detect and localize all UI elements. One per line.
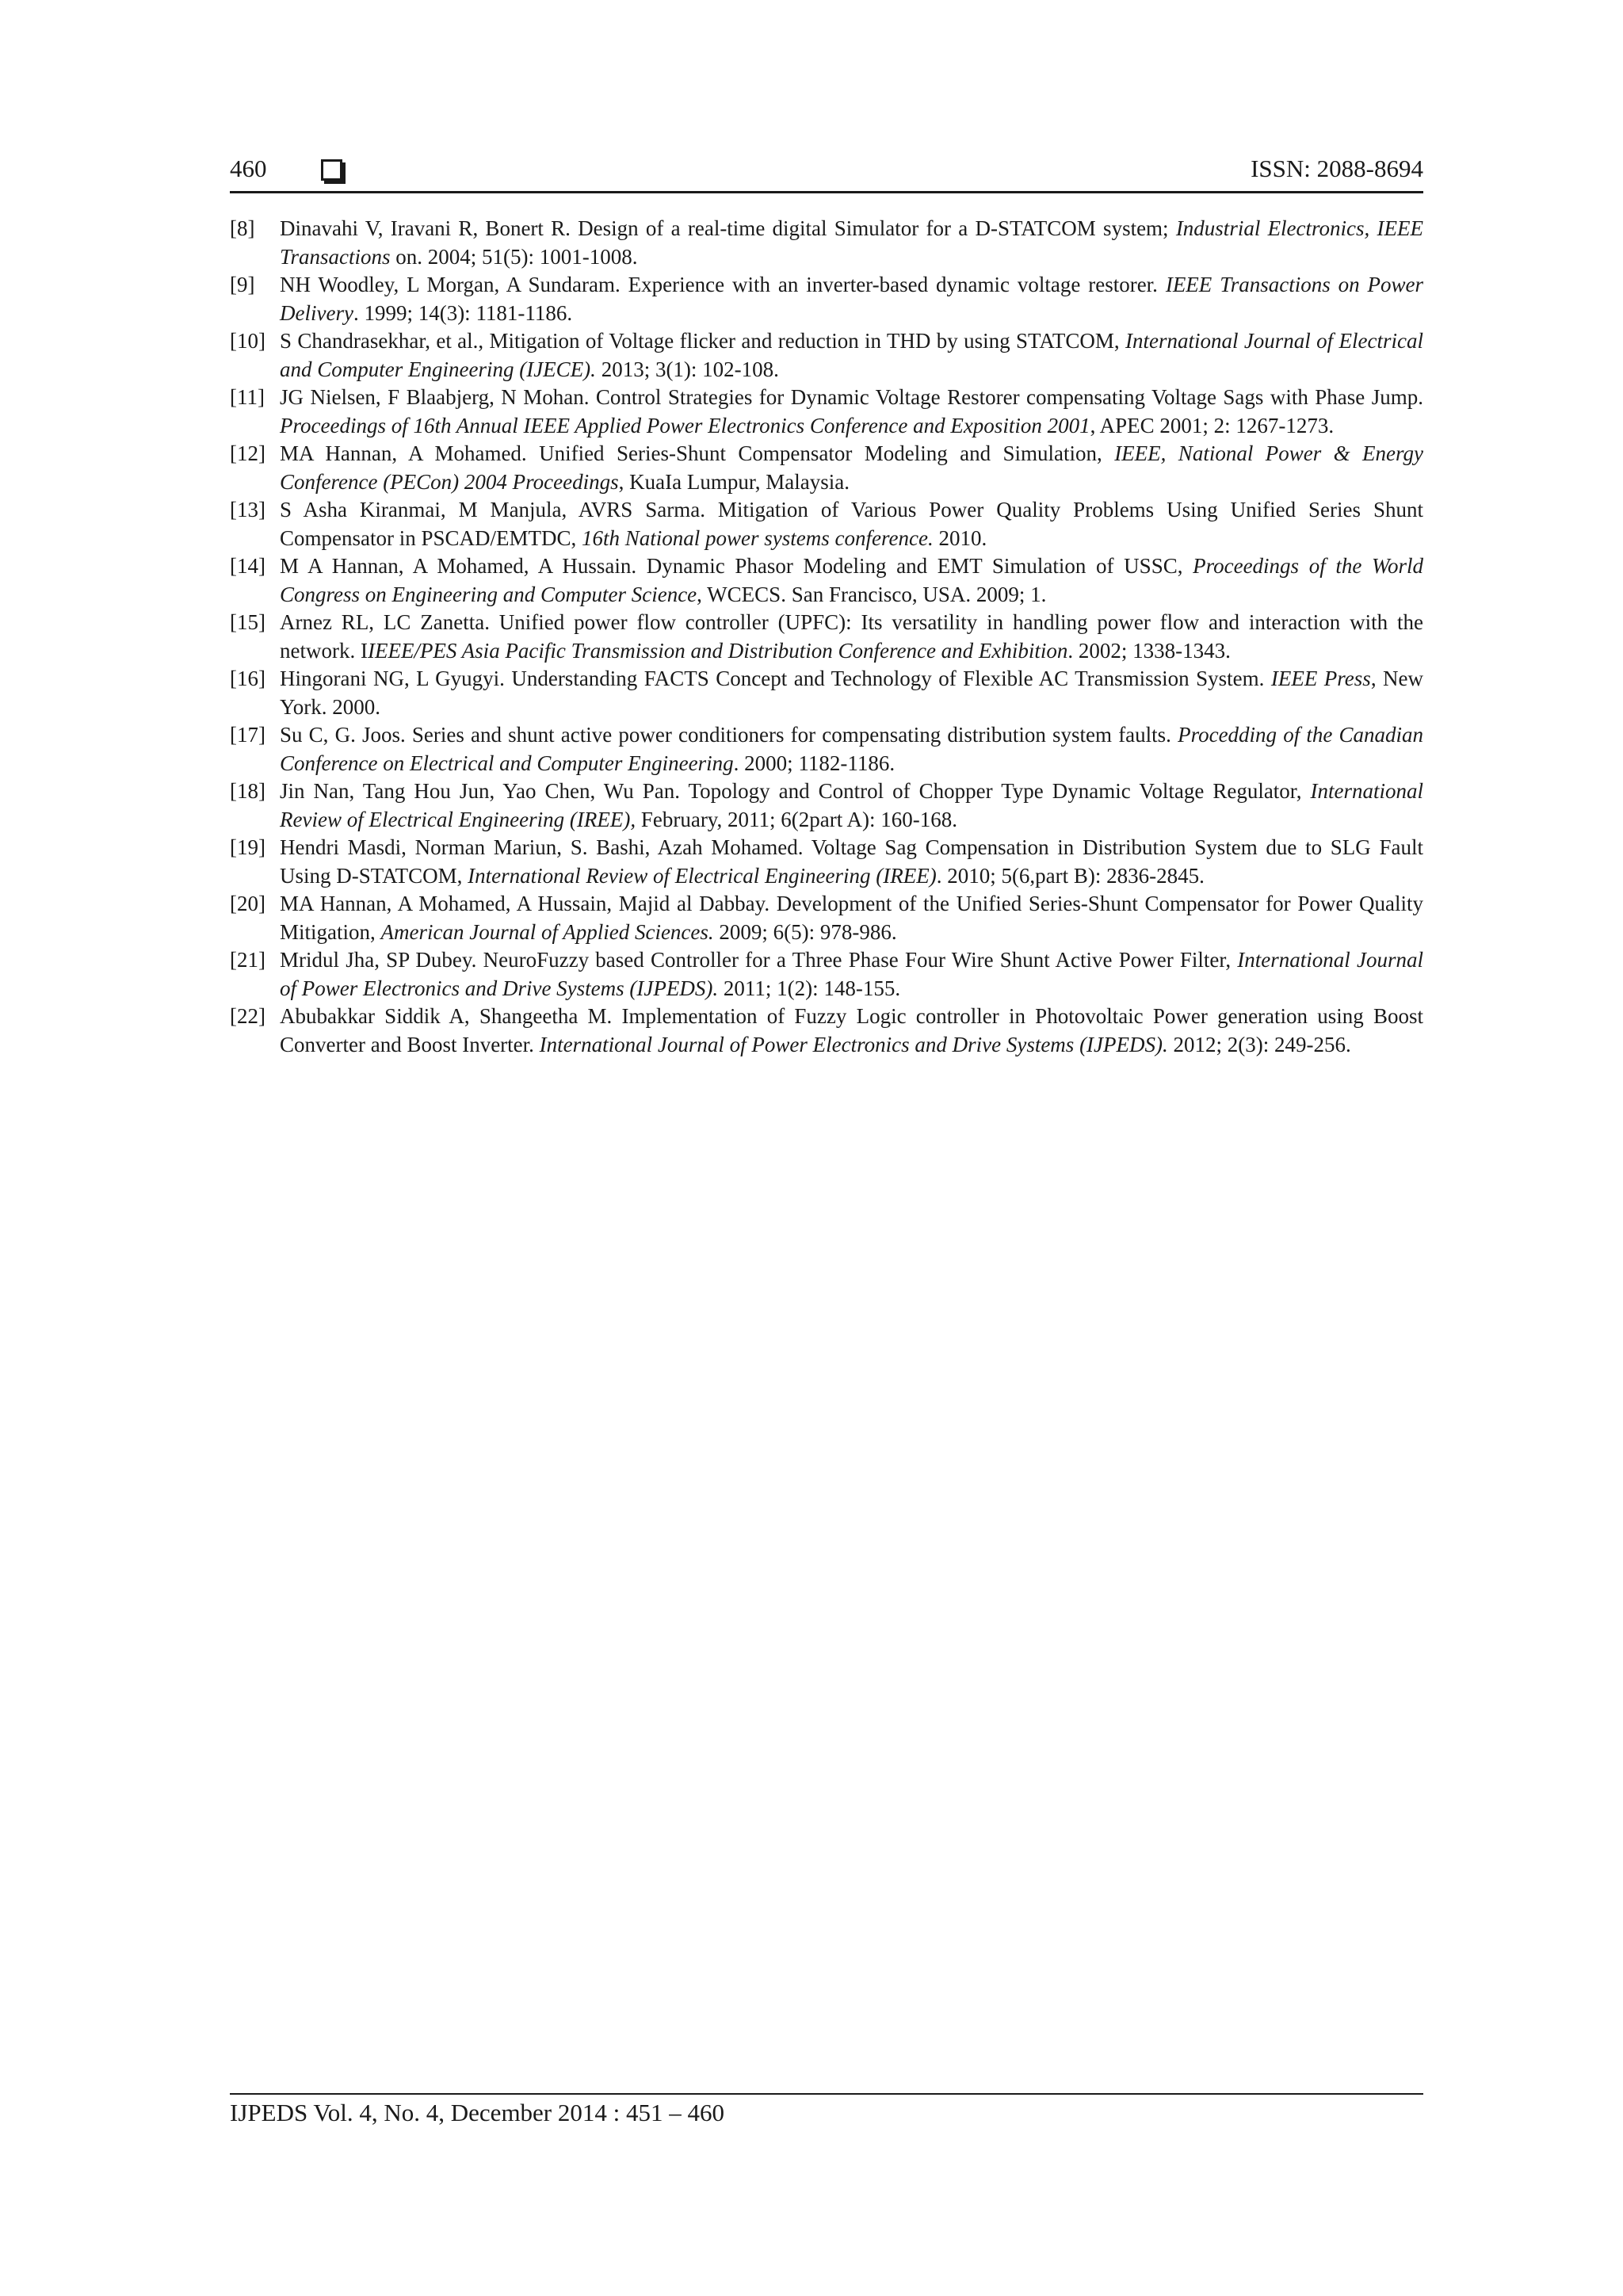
reference-text: Dinavahi V, Iravani R, Bonert R. Design of a real-time digital Simulator for a D-STATCOM system; [280, 216, 1176, 240]
reference-number: [17] [230, 723, 265, 747]
reference-text: Abubakkar Siddik A, Shangeetha M. Implementation of Fuzzy Logic controller in Photovoltaic Power generation using Boost Converter and Boost Inverter. [280, 1004, 1423, 1056]
reference-number: [11] [230, 385, 265, 409]
reference-item [230, 777, 1423, 834]
reference-details: on. 2004; 51(5): 1001-1008. [390, 244, 638, 269]
reference-item [230, 1003, 1423, 1059]
reference-journal: IEEE Press [1270, 667, 1371, 690]
reference-text: MA Hannan, A Mohamed, A Hussain, Majid al Dabbay. Development of the Unified Series-Shunt Compensator for Power Quality Mitigation, [280, 892, 1423, 944]
reference-item [230, 215, 1423, 271]
square-bullet-icon [321, 159, 342, 181]
reference-details: 2013; 3(1): 102-108. [595, 357, 779, 381]
reference-details: . 1999; 14(3): 1181-1186. [353, 300, 573, 325]
reference-number: [8] [230, 216, 255, 240]
reference-journal: Procedding of the Canadian Conference on Electrical and Computer Engineering [280, 723, 1424, 775]
reference-text: Jin Nan, Tang Hou Jun, Yao Chen, Wu Pan. Topology and Control of Chopper Type Dynamic Voltage Regulator, [280, 779, 1311, 803]
reference-number: [16] [230, 667, 265, 690]
reference-item [230, 384, 1423, 440]
reference-text: Hingorani NG, L Gyugyi. Understanding FACTS Concept and Technology of Flexible AC Transmission System. [280, 667, 1271, 690]
reference-journal: International Journal of Electrical and Computer Engineering (IJECE). [280, 329, 1423, 381]
reference-number: [19] [230, 835, 265, 859]
reference-number: [18] [230, 779, 265, 803]
reference-number: [20] [230, 892, 265, 915]
reference-details: . 2010; 5(6,part B): 2836-2845. [936, 863, 1205, 888]
reference-details: , WCECS. San Francisco, USA. 2009; 1. [697, 582, 1047, 606]
page-number: 460 [230, 155, 267, 182]
footer-rule [230, 2093, 1423, 2095]
reference-number: [13] [230, 498, 265, 521]
reference-item [230, 552, 1423, 609]
reference-details: 2012; 2(3): 249-256. [1167, 1032, 1351, 1056]
reference-list [230, 215, 1423, 1059]
reference-item [230, 271, 1423, 327]
reference-number: [12] [230, 441, 265, 465]
reference-item [230, 609, 1423, 665]
reference-journal: International Review of Electrical Engineering (IREE), [280, 779, 1423, 831]
reference-details: , New York. 2000. [280, 667, 1424, 719]
page-header [230, 155, 1423, 194]
reference-journal: IEEE, National Power & Energy Conference (PECon) 2004 Proceedings [280, 441, 1423, 494]
reference-journal: 16th National power systems conference. [582, 525, 934, 550]
reference-journal: Industrial Electronics, IEEE Transactions [280, 216, 1423, 269]
page-footer: IJPEDS Vol. 4, No. 4, December 2014 : 451 – 460 [230, 2099, 724, 2126]
reference-text: Su C, G. Joos. Series and shunt active power conditioners for compensating distribution system faults. [280, 723, 1178, 747]
reference-item [230, 890, 1423, 946]
reference-number: [21] [230, 948, 265, 972]
header-rule [230, 191, 1423, 193]
reference-item [230, 440, 1423, 496]
reference-text: Hendri Masdi, Norman Mariun, S. Bashi, Azah Mohamed. Voltage Sag Compensation in Distribution System due to SLG Fault Using D-STATCOM, [280, 835, 1423, 888]
reference-details: 2011; 1(2): 148-155. [718, 976, 901, 1000]
reference-text: NH Woodley, L Morgan, A Sundaram. Experience with an inverter-based dynamic voltage restorer. [280, 273, 1166, 296]
reference-number: [9] [230, 273, 255, 296]
reference-details: 2009; 6(5): 978-986. [713, 919, 897, 944]
reference-journal: Proceedings of 16th Annual IEEE Applied Power Electronics Conference and Exposition 2001 [280, 413, 1090, 437]
reference-journal: International Journal of Power Electronics and Drive Systems (IJPEDS). [280, 948, 1423, 1000]
reference-text: S Chandrasekhar, et al., Mitigation of Voltage flicker and reduction in THD by using STATCOM, [280, 329, 1125, 353]
reference-number: [10] [230, 329, 265, 353]
reference-text: MA Hannan, A Mohamed. Unified Series-Shunt Compensator Modeling and Simulation, [280, 441, 1115, 465]
reference-details: February, 2011; 6(2part A): 160-168. [636, 807, 958, 831]
reference-text: S Asha Kiranmai, M Manjula, AVRS Sarma. Mitigation of Various Power Quality Problems Using Unified Series Shunt Compensator in PSCAD/EMTDC, [280, 498, 1423, 550]
reference-item [230, 946, 1423, 1003]
reference-text: M A Hannan, A Mohamed, A Hussain. Dynamic Phasor Modeling and EMT Simulation of USSC, [280, 554, 1193, 578]
reference-details: , KuaIa Lumpur, Malaysia. [618, 469, 850, 494]
reference-item [230, 721, 1423, 777]
reference-text: JG Nielsen, F Blaabjerg, N Mohan. Control Strategies for Dynamic Voltage Restorer compensating Voltage Sags with Phase Jump. [280, 385, 1423, 409]
issn-label: ISSN: 2088-8694 [1251, 155, 1423, 182]
reference-journal: IEEE Transactions on Power Delivery [280, 273, 1423, 325]
reference-item [230, 327, 1423, 384]
reference-journal: International Review of Electrical Engineering (IREE) [468, 863, 937, 888]
reference-item [230, 496, 1423, 552]
reference-details: , APEC 2001; 2: 1267-1273. [1090, 413, 1335, 437]
reference-details: . 2002; 1338-1343. [1067, 638, 1231, 663]
reference-journal: American Journal of Applied Sciences. [380, 919, 714, 944]
reference-item [230, 665, 1423, 721]
reference-text: Mridul Jha, SP Dubey. NeuroFuzzy based Controller for a Three Phase Four Wire Shunt Active Power Filter, [280, 948, 1238, 972]
reference-journal: IEEE/PES Asia Pacific Transmission and Distribution Conference and Exhibition [367, 638, 1068, 663]
reference-journal: Proceedings of the World Congress on Engineering and Computer Science [280, 554, 1423, 606]
reference-number: [14] [230, 554, 265, 578]
reference-details: 2010. [933, 525, 987, 550]
reference-number: [15] [230, 610, 265, 634]
reference-text: Arnez RL, LC Zanetta. Unified power flow controller (UPFC): Its versatility in handling power flow and interaction with the network. I [280, 610, 1423, 663]
reference-number: [22] [230, 1004, 265, 1028]
reference-journal: International Journal of Power Electronics and Drive Systems (IJPEDS). [539, 1032, 1168, 1056]
reference-item [230, 834, 1423, 890]
reference-details: . 2000; 1182-1186. [733, 751, 896, 775]
